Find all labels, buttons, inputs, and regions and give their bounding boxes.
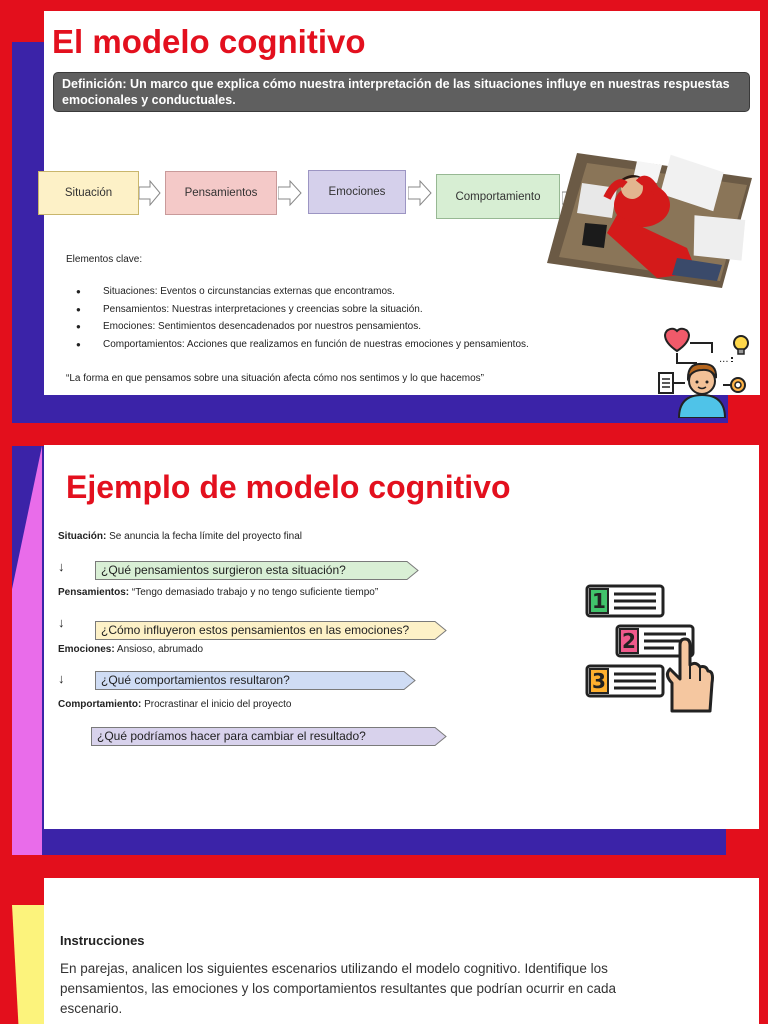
row-text: “Tengo demasiado trabajo y no tengo suficiente tiempo” xyxy=(129,587,379,598)
row-label: Situación: xyxy=(58,531,107,542)
question-text: ¿Qué pensamientos surgieron esta situación? xyxy=(101,563,346,577)
slide1 xyxy=(44,11,760,395)
list-number: 3 xyxy=(592,669,606,693)
question-tag xyxy=(91,727,447,746)
question-tag xyxy=(95,671,416,690)
question-tag xyxy=(95,561,419,580)
row-text: Se anuncia la fecha límite del proyecto final xyxy=(106,531,303,542)
key-elements-list xyxy=(76,286,529,356)
row-emociones xyxy=(58,644,203,655)
question-text: ¿Qué comportamientos resultaron? xyxy=(101,673,290,687)
instructions-body: En parejas, analicen los siguientes escenarios utilizando el modelo cognitivo. Identifique los pensamientos, las emociones y los comportamientos resultantes que podrían ocurrir en cada escenario. xyxy=(60,961,617,1016)
flow-situacion: Situación xyxy=(38,171,139,215)
numbered-list-icon xyxy=(584,583,714,715)
quote: “La forma en que pensamos sobre una situación afecta cómo nos sentimos y lo que hacemos” xyxy=(66,373,485,384)
instructions-heading: Instrucciones xyxy=(60,933,145,948)
row-label: Emociones: xyxy=(58,644,115,655)
flow-arrow-icon xyxy=(139,180,161,206)
row-text: Procrastinar el inicio del proyecto xyxy=(141,699,292,710)
definition-box: Definición: Un marco que explica cómo nuestra interpretación de las situaciones influye en nuestras respuestas emocionales y conductuales. xyxy=(53,72,750,112)
row-text: Ansioso, abrumado xyxy=(114,644,204,655)
row-label: Comportamiento: xyxy=(58,699,142,710)
stressed-woman-photo xyxy=(547,153,752,288)
list-number: 2 xyxy=(622,629,636,653)
slide3 xyxy=(44,878,759,1024)
slide3-accent xyxy=(12,905,44,1024)
row-pensamientos xyxy=(58,587,378,598)
key-elements-heading: Elementos clave: xyxy=(66,254,143,265)
list-item: ● Pensamientos: Nuestras interpretaciones y creencias sobre la situación. xyxy=(76,304,529,322)
person-thinking-icon xyxy=(657,323,752,418)
question-tag xyxy=(95,621,447,640)
question-text: ¿Qué podríamos hacer para cambiar el resultado? xyxy=(97,729,366,743)
flow-emociones: Emociones xyxy=(308,170,406,214)
list-item: ● Situaciones: Eventos o circunstancias externas que encontramos. xyxy=(76,286,529,304)
slide1-title: El modelo cognitivo xyxy=(52,23,366,60)
flow-comportamiento: Comportamiento xyxy=(436,174,560,219)
flow-arrow-icon xyxy=(408,180,432,206)
slide2 xyxy=(44,445,759,829)
row-label: Pensamientos: xyxy=(58,587,130,598)
svg-text:···: ··· xyxy=(719,357,729,368)
flow-pensamientos: Pensamientos xyxy=(165,171,277,215)
down-arrow-icon: ↓ xyxy=(58,615,65,630)
row-situacion xyxy=(58,531,302,542)
list-item: ● Comportamientos: Acciones que realizamos en función de nuestras emociones y pensamientos. xyxy=(76,339,529,357)
down-arrow-icon: ↓ xyxy=(58,671,65,686)
flow-arrow-icon xyxy=(278,180,302,206)
question-text: ¿Cómo influyeron estos pensamientos en las emociones? xyxy=(101,623,410,637)
list-number: 1 xyxy=(592,589,606,613)
row-comportamiento xyxy=(58,699,291,710)
list-item: ● Emociones: Sentimientos desencadenados por nuestros pensamientos. xyxy=(76,321,529,339)
down-arrow-icon: ↓ xyxy=(58,559,65,574)
slide2-title: Ejemplo de modelo cognitivo xyxy=(66,469,511,505)
